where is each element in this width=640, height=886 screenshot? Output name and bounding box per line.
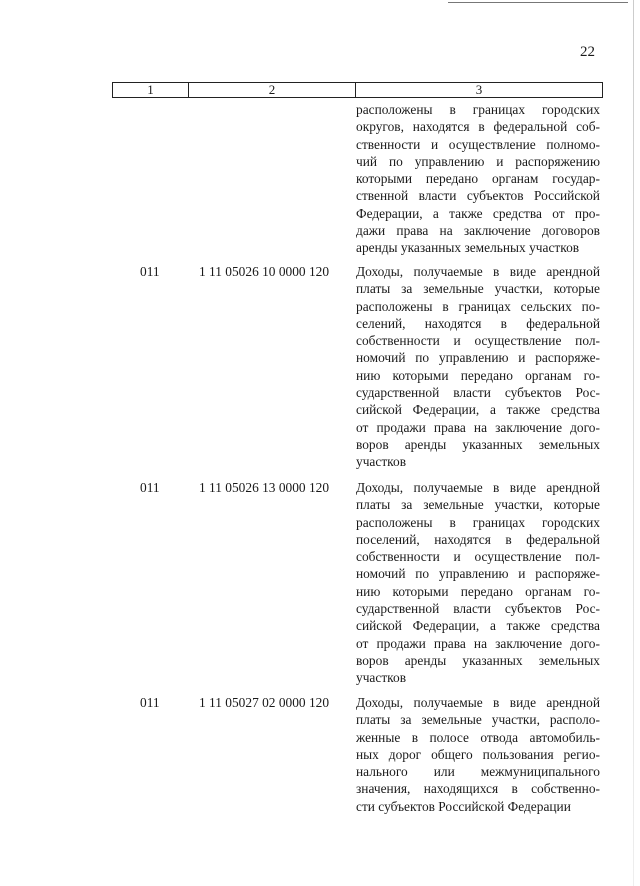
- text-line: от продажи права на заключение дого-: [356, 419, 600, 435]
- text-line: ных дорог общего пользования регио-: [356, 746, 600, 762]
- text-line: расположены в границах сельских по-: [356, 298, 600, 314]
- text-line: номочий по управлению и распоряже-: [356, 566, 600, 582]
- top-rule: [448, 2, 628, 3]
- text-line: сийской Федерации, а также средства: [356, 618, 600, 634]
- text-line: платы за земельные участки, которые: [356, 281, 600, 297]
- text-line: сти субъектов Российской Федерации: [356, 798, 571, 814]
- text-line: нального или межмуниципального: [356, 764, 600, 780]
- text-line: сударственной власти субъектов Рос-: [356, 385, 600, 401]
- text-line: от продажи права на заключение дого-: [356, 635, 600, 651]
- text-line: ственности и осуществление полномо-: [356, 136, 600, 152]
- text-line: участков: [356, 670, 407, 686]
- column-header-row: [112, 82, 603, 98]
- text-line: сударственной власти субъектов Рос-: [356, 601, 600, 617]
- text-line: селений, находятся в федеральной: [356, 315, 600, 331]
- column-header-1: 1: [147, 82, 154, 97]
- text-line: Доходы, получаемые в виде арендной: [356, 480, 600, 495]
- text-line: платы за земельные участки, располо-: [356, 712, 600, 728]
- admin-code: 011: [140, 264, 160, 279]
- text-line: расположены в границах городских: [356, 102, 600, 117]
- text-line: собственности и осуществление пол-: [356, 549, 600, 565]
- text-line: женные в полосе отвода автомобиль-: [356, 729, 600, 745]
- text-line: ственной власти субъектов Российской: [356, 188, 600, 204]
- text-line: Доходы, получаемые в виде арендной: [356, 695, 600, 710]
- admin-code: 011: [140, 480, 160, 495]
- text-line: расположены в границах городских: [356, 514, 600, 530]
- admin-code: 011: [140, 695, 160, 710]
- budget-classification-code: 1 11 05026 10 0000 120: [199, 264, 330, 279]
- text-line: значения, находящихся в собственно-: [356, 781, 600, 797]
- page-number: 22: [580, 44, 595, 60]
- budget-classification-code: 1 11 05026 13 0000 120: [199, 480, 330, 495]
- text-line: участков: [356, 454, 407, 470]
- text-line: номочий по управлению и распоряже-: [356, 350, 600, 366]
- text-line: платы за земельные участки, которые: [356, 497, 600, 513]
- budget-classification-code: 1 11 05027 02 0000 120: [199, 695, 330, 710]
- text-line: аренды указанных земельных участков: [356, 240, 580, 256]
- text-line: Федерации, а также средства от про-: [356, 205, 600, 221]
- text-line: воров аренды указанных земельных: [356, 436, 600, 452]
- text-line: воров аренды указанных земельных: [356, 652, 600, 668]
- text-line: Доходы, получаемые в виде арендной: [356, 264, 600, 279]
- continuation-text: [356, 101, 600, 257]
- column-header-2: 2: [188, 83, 355, 97]
- text-line: нию которыми передано органам го-: [356, 367, 600, 383]
- row-description: [356, 263, 600, 471]
- text-line: чий по управлению и распоряжению: [356, 153, 600, 169]
- text-line: поселений, находятся в федеральной: [356, 531, 600, 547]
- text-line: дажи права на заключение договоров: [356, 223, 600, 239]
- text-line: собственности и осуществление пол-: [356, 333, 600, 349]
- page-edge: [633, 0, 634, 886]
- text-line: округов, находятся в федеральной соб-: [356, 119, 600, 135]
- text-line: нию которыми передано органам го-: [356, 583, 600, 599]
- column-header-3: 3: [355, 83, 602, 97]
- row-description: [356, 694, 600, 815]
- text-line: которыми передано органам государ-: [356, 171, 600, 187]
- row-description: [356, 479, 600, 687]
- text-line: сийской Федерации, а также средства: [356, 402, 600, 418]
